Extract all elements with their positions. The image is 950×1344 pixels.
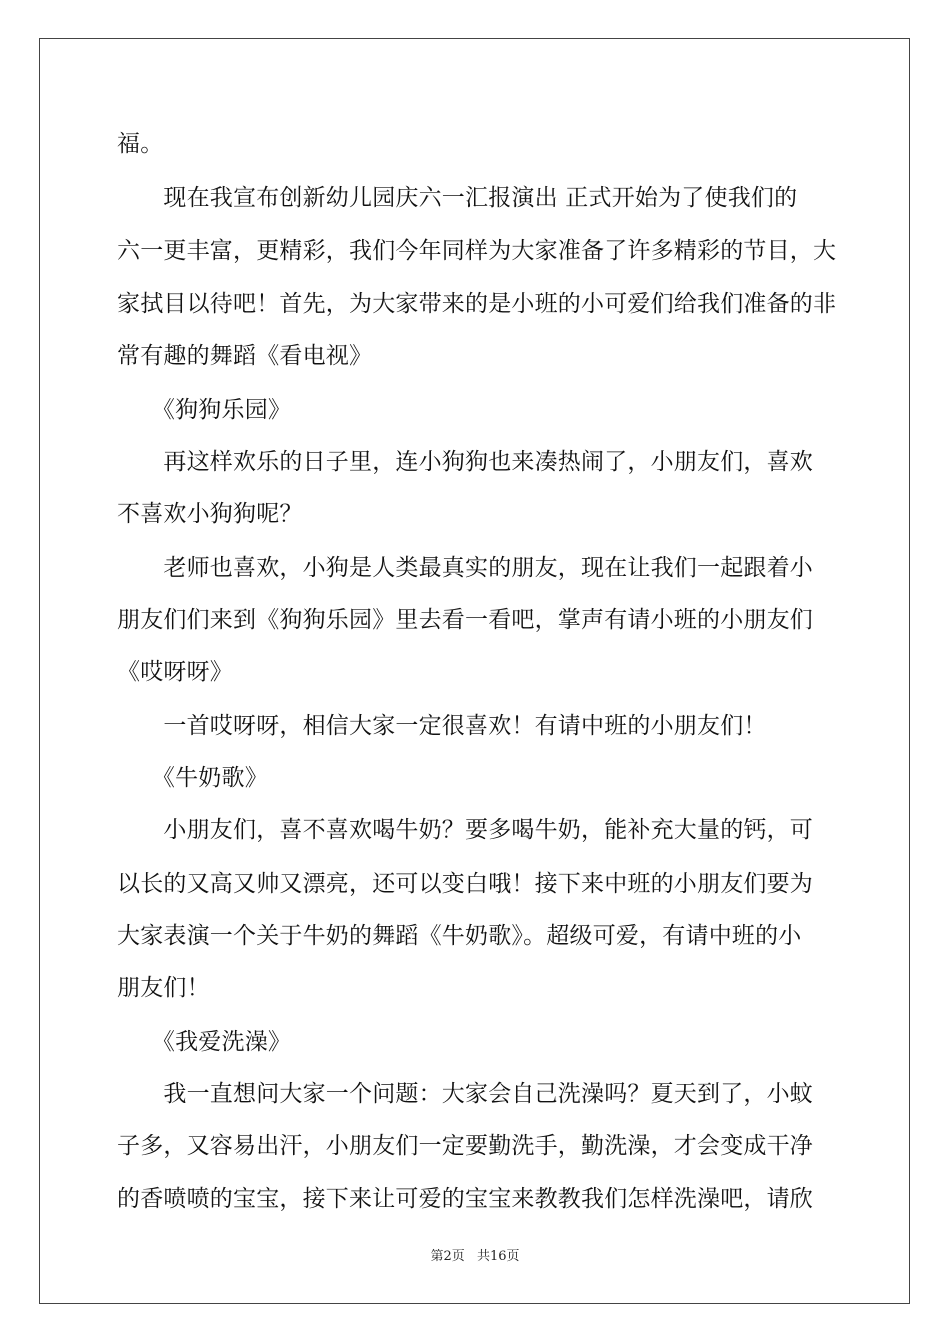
text-line: 老师也喜欢，小狗是人类最真实的朋友，现在让我们一起跟着小 — [117, 555, 813, 581]
text-line: 现在我宣布创新幼儿园庆六一汇报演出 正式开始为了使我们的 — [117, 185, 798, 211]
text-line: 朋友们们来到《狗狗乐园》里去看一看吧，掌声有请小班的小朋友们 — [117, 607, 813, 633]
text-line: 朋友们！ — [117, 975, 210, 1001]
text-line: 《狗狗乐园》 — [117, 397, 292, 423]
text-line: 福。 — [117, 131, 164, 157]
text-line: 小朋友们，喜不喜欢喝牛奶？要多喝牛奶，能补充大量的钙，可 — [117, 817, 813, 843]
text-line: 的香喷喷的宝宝，接下来让可爱的宝宝来教教我们怎样洗澡吧，请欣 — [117, 1186, 813, 1212]
text-line: 一首哎呀呀，相信大家一定很喜欢！有请中班的小朋友们！ — [117, 713, 767, 739]
text-line: 六一更丰富，更精彩，我们今年同样为大家准备了许多精彩的节目，大 — [117, 238, 837, 264]
text-line: 再这样欢乐的日子里，连小狗狗也来凑热闹了，小朋友们，喜欢 — [117, 449, 813, 475]
text-line: 不喜欢小狗狗呢？ — [117, 501, 303, 527]
text-line: 以长的又高又帅又漂亮，还可以变白哦！接下来中班的小朋友们要为 — [117, 871, 813, 897]
text-line: 《我爱洗澡》 — [117, 1029, 292, 1055]
text-line: 《哎呀呀》 — [117, 659, 233, 685]
page-footer — [0, 1245, 950, 1264]
text-line: 子多，又容易出汗，小朋友们一定要勤洗手，勤洗澡，才会变成干净 — [117, 1133, 813, 1159]
page-number: 第2页 — [430, 1249, 465, 1264]
text-line: 常有趣的舞蹈《看电视》 — [117, 343, 373, 369]
page-total: 共16页 — [476, 1249, 520, 1264]
text-line: 我一直想问大家一个问题：大家会自己洗澡吗？夏天到了，小蚊 — [117, 1081, 813, 1107]
text-line: 大家表演一个关于牛奶的舞蹈《牛奶歌》。超级可爱，有请中班的小 — [117, 923, 802, 949]
text-line: 《牛奶歌》 — [117, 765, 268, 791]
text-line: 家拭目以待吧！首先，为大家带来的是小班的小可爱们给我们准备的非 — [117, 291, 837, 317]
